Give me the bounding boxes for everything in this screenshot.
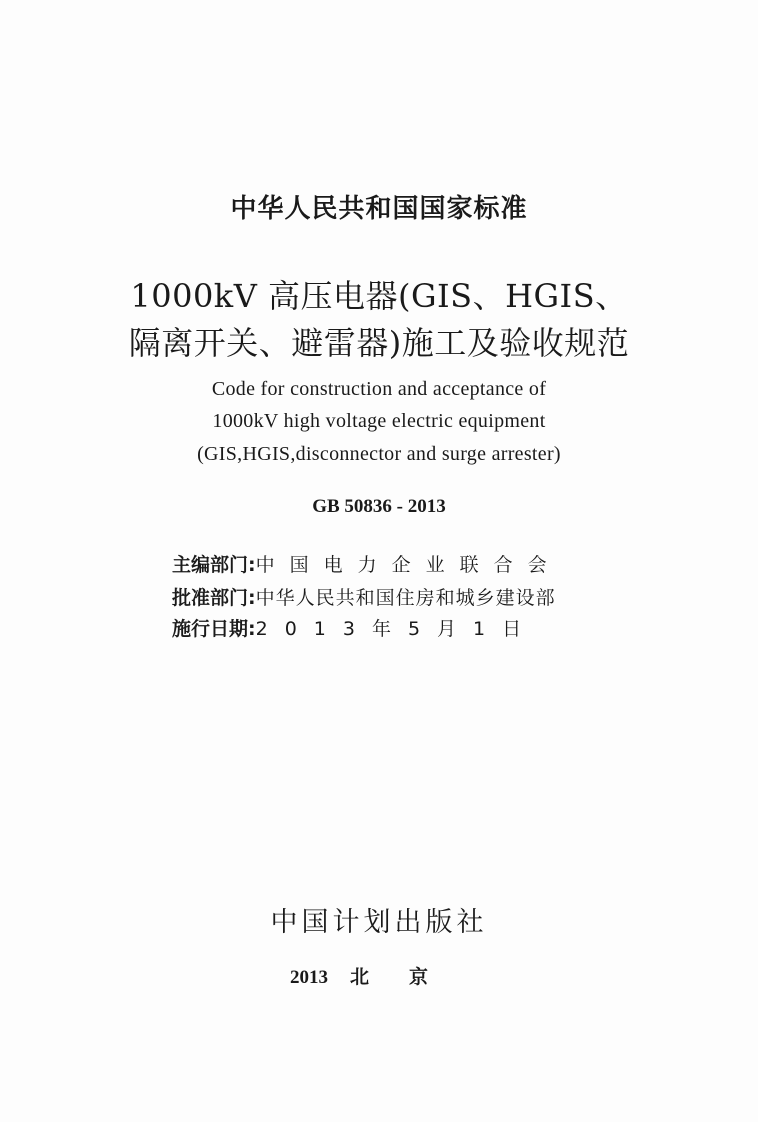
publication-line — [0, 962, 758, 989]
title-en-line-2: 1000kV high voltage electric equipment — [212, 410, 546, 432]
approver-label: 批准部门: — [172, 587, 256, 609]
editor-row — [172, 550, 592, 577]
publication-city: 北京 — [349, 967, 468, 988]
effective-date-row — [172, 614, 592, 641]
editor-value: 中国电力企业联合会 — [255, 554, 562, 576]
publisher-name: 中国计划出版社 — [270, 907, 488, 938]
effective-date-label: 施行日期: — [172, 618, 256, 640]
standard-category: 中华人民共和国国家标准 — [230, 194, 528, 224]
editor-label: 主编部门: — [172, 554, 256, 576]
title-zh-line-1: 1000kV 高压电器(GIS、HGIS、 — [130, 277, 628, 315]
effective-date-value: 2013年5月1日 — [255, 618, 539, 640]
title-en-line-1: Code for construction and acceptance of — [211, 378, 547, 400]
publication-year: 2013 — [289, 967, 328, 988]
standard-code: GB 50836 - 2013 — [312, 496, 446, 517]
title-zh-line-2: 隔离开关、避雷器)施工及验收规范 — [128, 324, 630, 362]
approver-value: 中华人民共和国住房和城乡建设部 — [255, 587, 556, 609]
approver-row — [172, 583, 592, 610]
title-en-line-3: (GIS,HGIS,disconnector and surge arrester) — [197, 443, 561, 465]
